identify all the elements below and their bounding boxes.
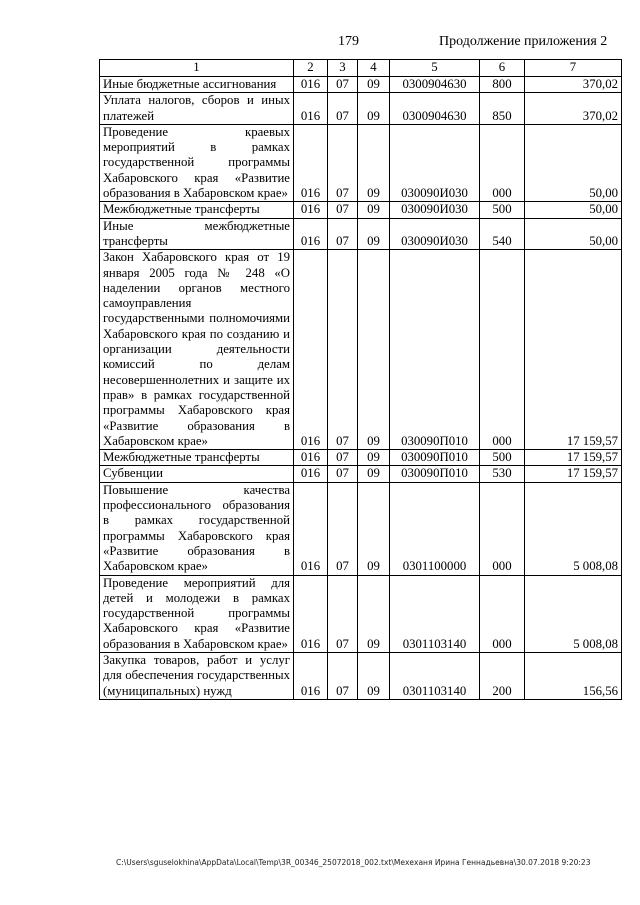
row-name-cell: Иные межбюджетные трансферты [100,218,294,250]
section-cell: 07 [328,124,358,201]
expense-type-cell: 500 [480,202,525,218]
column-header: 3 [328,60,358,77]
section-cell: 07 [328,575,358,652]
amount-cell: 50,00 [525,202,622,218]
amount-cell: 156,56 [525,652,622,699]
expense-type-cell: 000 [480,575,525,652]
continuation-label: Продолжение приложения 2 [439,34,608,49]
row-name-cell: Повышение качества профессионального образования в рамках государственной программы Хабаровского края «Развитие образования в Хабаровском крае» [100,482,294,575]
section-cell: 07 [328,450,358,466]
section-cell: 07 [328,652,358,699]
column-header: 4 [358,60,390,77]
target-article-cell: 030090И030 [390,218,480,250]
expense-type-cell: 500 [480,450,525,466]
amount-cell: 17 159,57 [525,250,622,450]
row-name-cell: Субвенции [100,466,294,482]
kvsr-cell: 016 [294,250,328,450]
subsection-cell: 09 [358,482,390,575]
amount-cell: 50,00 [525,218,622,250]
target-article-cell: 030090П010 [390,466,480,482]
subsection-cell: 09 [358,652,390,699]
kvsr-cell: 016 [294,652,328,699]
table-row [100,450,622,466]
amount-cell: 370,02 [525,93,622,125]
subsection-cell: 09 [358,250,390,450]
kvsr-cell: 016 [294,202,328,218]
subsection-cell: 09 [358,218,390,250]
section-cell: 07 [328,466,358,482]
target-article-cell: 0301103140 [390,575,480,652]
kvsr-cell: 016 [294,218,328,250]
expense-type-cell: 540 [480,218,525,250]
row-name-cell: Закупка товаров, работ и услуг для обеспечения государственных (муниципальных) нужд [100,652,294,699]
table-row [100,652,622,699]
subsection-cell: 09 [358,93,390,125]
column-header: 6 [480,60,525,77]
section-cell: 07 [328,77,358,93]
table-row [100,93,622,125]
table-row [100,482,622,575]
target-article-cell: 0300904630 [390,77,480,93]
amount-cell: 370,02 [525,77,622,93]
expense-type-cell: 000 [480,250,525,450]
section-cell: 07 [328,218,358,250]
expense-type-cell: 200 [480,652,525,699]
table-row [100,250,622,450]
kvsr-cell: 016 [294,450,328,466]
subsection-cell: 09 [358,124,390,201]
kvsr-cell: 016 [294,466,328,482]
expense-type-cell: 800 [480,77,525,93]
expense-type-cell: 530 [480,466,525,482]
amount-cell: 5 008,08 [525,482,622,575]
table-row [100,218,622,250]
amount-cell: 5 008,08 [525,575,622,652]
file-path-footer: C:\Users\sguselokhina\AppData\Local\Temp\3R_00346_25072018_002.txt\Мехеханя Ирина Геннадьевна\30.07.2018 9:20:23 [116,858,591,867]
row-name-cell: Проведение мероприятий для детей и молодежи в рамках государственной программы Хабаровского края «Развитие образования в Хабаровском крае» [100,575,294,652]
kvsr-cell: 016 [294,482,328,575]
target-article-cell: 0300904630 [390,93,480,125]
target-article-cell: 030090П010 [390,450,480,466]
amount-cell: 17 159,57 [525,450,622,466]
table-row [100,124,622,201]
section-cell: 07 [328,202,358,218]
column-header: 7 [525,60,622,77]
row-name-cell: Иные бюджетные ассигнования [100,77,294,93]
row-name-cell: Уплата налогов, сборов и иных платежей [100,93,294,125]
subsection-cell: 09 [358,575,390,652]
row-name-cell: Межбюджетные трансферты [100,450,294,466]
target-article-cell: 030090И030 [390,124,480,201]
column-header: 5 [390,60,480,77]
column-header: 2 [294,60,328,77]
row-name-cell: Межбюджетные трансферты [100,202,294,218]
page-number: 179 [338,34,359,49]
subsection-cell: 09 [358,77,390,93]
subsection-cell: 09 [358,450,390,466]
section-cell: 07 [328,482,358,575]
kvsr-cell: 016 [294,124,328,201]
expense-type-cell: 000 [480,124,525,201]
target-article-cell: 0301100000 [390,482,480,575]
row-name-cell: Проведение краевых мероприятий в рамках государственной программы Хабаровского края «Развитие образования в Хабаровском крае» [100,124,294,201]
column-header: 1 [100,60,294,77]
budget-table [99,59,622,700]
kvsr-cell: 016 [294,575,328,652]
kvsr-cell: 016 [294,93,328,125]
section-cell: 07 [328,250,358,450]
amount-cell: 50,00 [525,124,622,201]
target-article-cell: 030090П010 [390,250,480,450]
table-row [100,575,622,652]
target-article-cell: 030090И030 [390,202,480,218]
table-row [100,202,622,218]
expense-type-cell: 850 [480,93,525,125]
table-header-row [100,60,622,77]
subsection-cell: 09 [358,202,390,218]
target-article-cell: 0301103140 [390,652,480,699]
section-cell: 07 [328,93,358,125]
row-name-cell: Закон Хабаровского края от 19 января 2005 года № 248 «О наделении органов местного самоуправления государственными полномочиями Хабаровского края по созданию и организации деятельности комиссий по делам несовершеннолетних и защите их прав» в рамках государственной программы Хабаровского края «Развитие образования в Хабаровском крае» [100,250,294,450]
kvsr-cell: 016 [294,77,328,93]
table-row [100,466,622,482]
subsection-cell: 09 [358,466,390,482]
expense-type-cell: 000 [480,482,525,575]
table-row [100,77,622,93]
amount-cell: 17 159,57 [525,466,622,482]
